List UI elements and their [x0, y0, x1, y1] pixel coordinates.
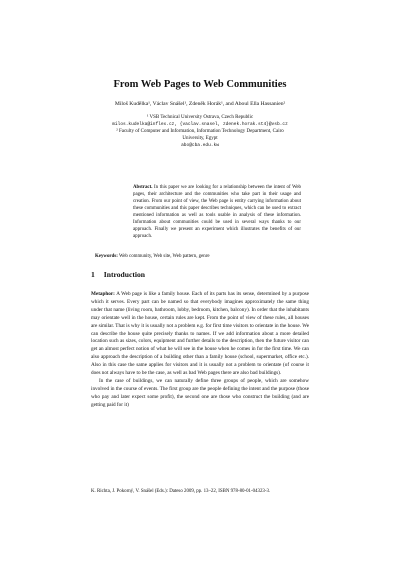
affiliation-2: ² Faculty of Computer and Information, Information Technology Department, Cairo	[116, 129, 284, 134]
paragraph-2: In the case of buildings, we can naturally define three groups of people, which are somehow involved in the course of events. The first group are the people defining the intent and the purpose (those who pay and later expect some profit), the second one are those who construct the building (and are getting paid for it)	[91, 377, 309, 408]
page-footer: K. Richta, J. Pokorný, V. Snášel (Eds.): Dateso 2009, pp. 13–22, ISBN 978-80-01-04323-3.	[91, 489, 271, 494]
section-heading	[91, 270, 145, 279]
affiliation-2-email: abo@cba.edu.kw	[181, 143, 219, 148]
section-title: Introduction	[103, 270, 146, 279]
keywords-text: Web community, Web site, Web pattern, genre	[118, 254, 210, 259]
keywords	[95, 254, 305, 259]
abstract	[133, 184, 301, 240]
paragraph-1	[91, 291, 309, 378]
affiliation-1-emails: milos.kudelka@inflex.cz, {vaclav.snasel, zdenek.horak.st4}@vsb.cz	[112, 122, 288, 127]
paper-title: From Web Pages to Web Communities	[113, 79, 287, 90]
affiliation-2-line2: University, Egypt	[182, 136, 218, 141]
paragraph-1-text: A Web page is like a family house. Each of its parts has its sense, determined by a purpose which it serves. Every part can be named so that everybody imagines approximately the same thing under that name (living room, bathroom, lobby, bedroom, kitchen, balcony). In order that the inhabitants may orientate well in the house, certain rules are kept. From the point of view of these rules, all houses are similar. That is why it is usually not a problem e.g. for first time visitors to orientate in the house. We can describe the house quite precisely thanks to names. If we add information about a more detailed location such as sizes, colors, equipment and further details to the description, then the future visitor can get an almost perfect notion of what he will see in the house when he comes in for the first time. We can also approach the description of a building other than a family house (school, supermarket, office etc.). Also in this case the same applies for visitors and it is usually not a problem to orientate (of course it does not always have to be the case, as well as bad Web pages there are also bad buildings).	[91, 291, 309, 377]
affiliation-1: ¹ VSB Technical University Ostrava, Czech Republic	[146, 115, 254, 120]
abstract-label: Abstract.	[133, 185, 153, 190]
abstract-text: In this paper we are looking for a relationship between the intent of Web pages, their architecture and the communities who take part in their usage and creation. From our point of view, the Web page is entity carrying information about these communities and this paper describes techniques, which can be used to extract mentioned information as well as tools usable in analysis of these information. Information about communities could be used in several ways thanks to our approach. Finally we present an experiment which illustrates the benefits of our approach.	[133, 185, 301, 240]
keywords-label: Keywords:	[95, 254, 118, 259]
author-list: Miloš Kudělka¹, Václav Snášel¹, Zdeněk Horák¹, and Aboul Ella Hassanien²	[114, 101, 286, 107]
paragraph-1-lead: Metaphor:	[91, 291, 115, 297]
section-number: 1	[91, 270, 95, 279]
body-text	[91, 291, 309, 410]
